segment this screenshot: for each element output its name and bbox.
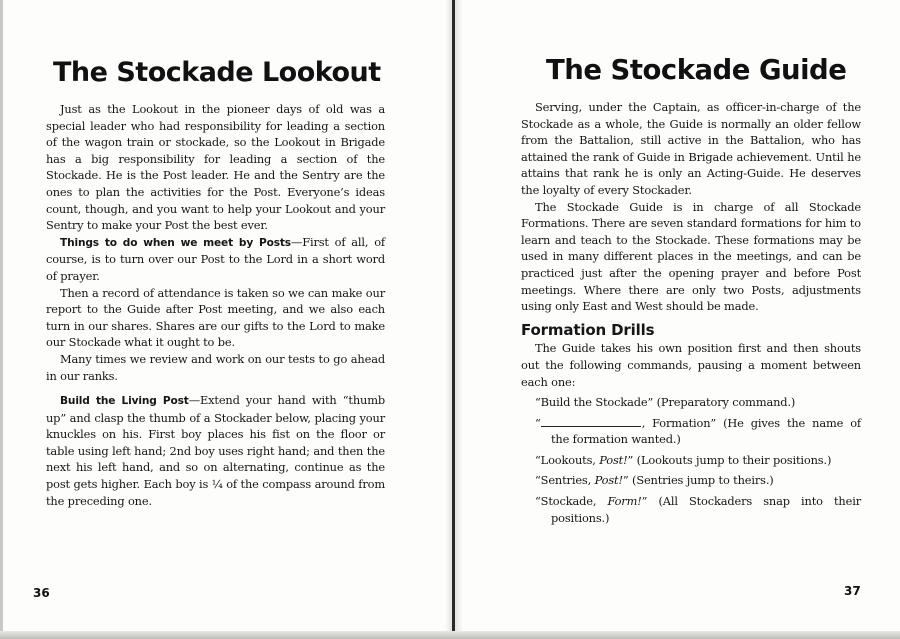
command-sentries-post: [521, 472, 861, 489]
things-to-do-paragraph: [46, 234, 385, 285]
command-text: “Lookouts,: [535, 452, 600, 467]
left-page-number: 36: [33, 586, 50, 600]
command-formation: [521, 415, 861, 448]
command-emphasis: Post!: [594, 473, 623, 488]
spacer: [46, 384, 385, 392]
command-formation-text: , Formation” (He gives the name of the formation wanted.): [551, 415, 861, 447]
command-text: ” (Sentries jump to theirs.): [622, 473, 774, 488]
left-page-body: [46, 101, 385, 509]
guide-intro-paragraph: Serving, under the Captain, as officer-in-charge of the Stockade as a whole, the Guide is normally an older fellow from the Battalion, still active in the Battalion, who has attained the rank of Guide in Brigade achievement. Until he attains that rank he is only an Acting-Guide. He deserves the loyalty of every Stockader.: [521, 100, 861, 197]
things-to-do-text: —First of all, of course, is to turn over our Post to the Lord in a short word of prayer.: [46, 234, 385, 283]
command-lookouts-post: [521, 452, 861, 469]
command-emphasis: Post!: [599, 452, 628, 467]
right-page-body: [521, 99, 861, 526]
gutter-shadow-left: [445, 0, 452, 639]
drills-intro-paragraph: The Guide takes his own position first and then shouts out the following commands, pausing a moment between each one:: [521, 341, 861, 389]
formation-drills-heading: Formation Drills: [521, 320, 655, 339]
formations-paragraph: The Stockade Guide is in charge of all Stockade Formations. There are seven standard formations for him to learn and teach to the Stockade. These formations may be used in many different places in the meetings, and can be practiced just after the opening prayer and before Post meetings. Where there are only two Posts, adjustments using only East and West should be made.: [521, 199, 861, 314]
things-to-do-heading: Things to do when we meet by Posts: [60, 236, 291, 249]
right-page-title: The Stockade Guide: [546, 54, 847, 86]
command-text: ” (Lookouts jump to their positions.): [627, 452, 832, 467]
page-bottom-edge: [0, 631, 900, 639]
living-post-paragraph: [46, 392, 385, 509]
right-page-number: 37: [844, 584, 861, 598]
lookout-intro-paragraph: Just as the Lookout in the pioneer days of old was a special leader who had responsibility for leading a section of the wagon train or stockade, so the Lookout in Brigade has a big responsibility for leading a section of the Stockade. He is the Post leader. He and the Sentry are the ones to plan the activities for the Post. Everyone’s ideas count, though, and you want to help your Lookout and your Sentry to make your Post the best ever.: [46, 102, 385, 233]
command-emphasis: Form!: [607, 494, 642, 509]
command-stockade-form: [521, 493, 861, 526]
command-build-stockade: “Build the Stockade” (Preparatory command.): [535, 395, 796, 410]
open-quote: “: [535, 415, 541, 430]
formation-name-blank: [541, 416, 641, 427]
tests-paragraph: Many times we review and work on our tests to go ahead in our ranks.: [46, 351, 385, 383]
command-text: “Sentries,: [535, 473, 595, 488]
living-post-heading: Build the Living Post: [60, 395, 189, 408]
command-text: “Stockade,: [535, 494, 608, 509]
command-text: ” (All Stockaders snap into their positions.): [551, 494, 861, 525]
left-page-title: The Stockade Lookout: [53, 57, 381, 88]
attendance-paragraph: Then a record of attendance is taken so we can make our report to the Guide after Post meeting, and we also each turn in our shares. Shares are our gifts to the Lord to make our Stockade what it ought to be.: [46, 285, 385, 350]
living-post-text: —Extend your hand with “thumb up” and clasp the thumb of a Stockader below, placing your knuckles on his. First boy places his fist on the floor or table using left hand; 2nd boy uses right hand; and then the next his left hand, and so on alternating, continue as the post gets higher. Each boy is ¼ of the compass around from the preceding one.: [46, 393, 386, 508]
